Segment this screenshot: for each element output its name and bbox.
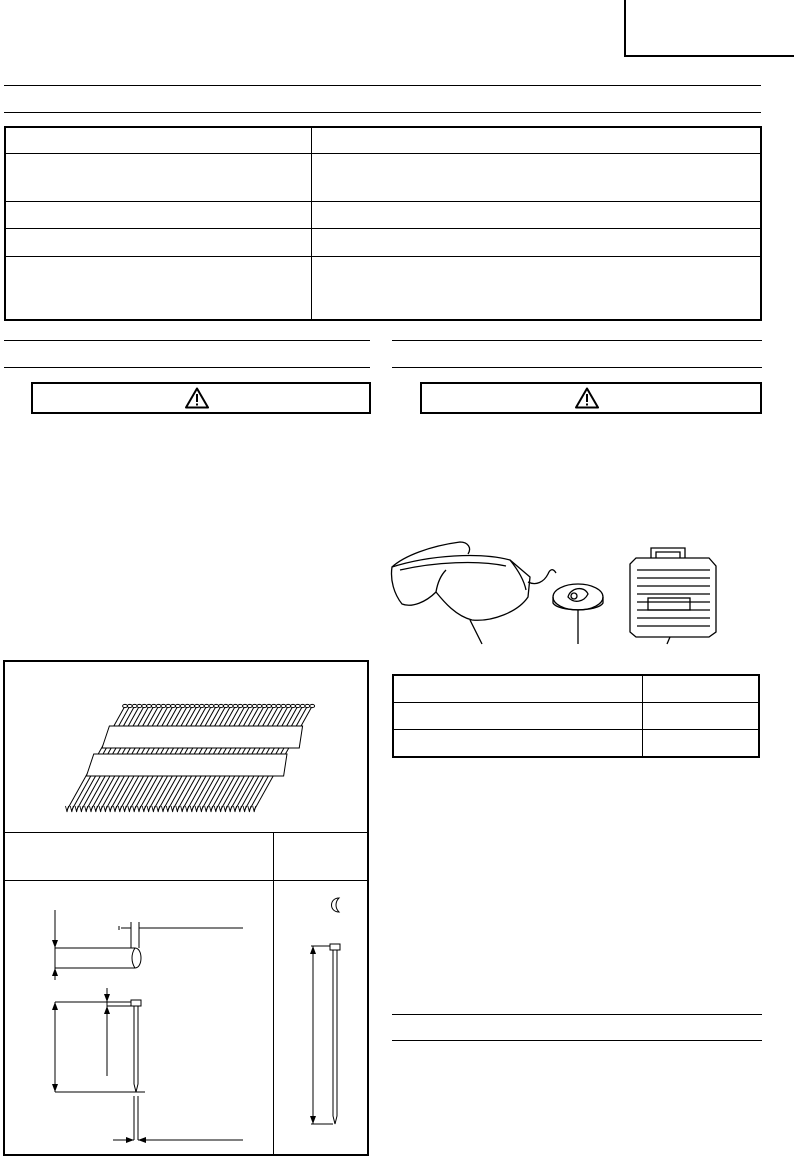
spec-table bbox=[4, 126, 762, 321]
spec-row-value bbox=[313, 233, 765, 239]
accessory-row-code bbox=[644, 706, 766, 712]
spec-row-value bbox=[313, 261, 765, 267]
spec-row-label bbox=[6, 206, 318, 212]
spec-row-value bbox=[313, 130, 765, 136]
accessory-row-name bbox=[394, 679, 646, 685]
accessory-row-name bbox=[394, 733, 646, 739]
spec-row-label bbox=[6, 158, 318, 164]
nail-table-header-right bbox=[275, 842, 377, 848]
accessories-illustration bbox=[380, 540, 780, 650]
nail-strip-illustration bbox=[55, 698, 325, 822]
nail-dimension-diagram bbox=[35, 890, 255, 1154]
accessory-row-code bbox=[644, 733, 766, 739]
right-section-rule-top bbox=[392, 340, 762, 341]
section-rule-bottom bbox=[4, 112, 761, 113]
accessory-row-code bbox=[644, 679, 766, 685]
section-rule-top bbox=[4, 85, 761, 86]
spec-row-label bbox=[6, 233, 318, 239]
carrying-case-icon bbox=[630, 548, 716, 644]
spec-table-divider bbox=[311, 128, 312, 319]
left-warning-box bbox=[31, 382, 371, 414]
spec-row-value bbox=[313, 158, 765, 164]
spec-row-value bbox=[313, 206, 765, 212]
nail-table-header-left bbox=[5, 842, 277, 848]
left-section-rule-bottom bbox=[4, 367, 370, 368]
nail-full-diagram bbox=[295, 890, 365, 1154]
left-section-rule-top bbox=[4, 340, 370, 341]
accessory-table bbox=[392, 674, 760, 758]
spec-row-label bbox=[6, 130, 318, 136]
nose-cap-icon bbox=[553, 584, 603, 644]
bottom-right-section-rule-bottom bbox=[392, 1040, 762, 1041]
language-tab bbox=[624, 0, 794, 57]
right-section-rule-bottom bbox=[392, 367, 762, 368]
bottom-right-section-rule-top bbox=[392, 1014, 762, 1015]
safety-glasses-icon bbox=[391, 542, 556, 644]
warning-triangle-icon bbox=[575, 387, 599, 409]
accessory-row-name bbox=[394, 706, 646, 712]
warning-triangle-icon bbox=[185, 387, 209, 409]
right-warning-box bbox=[420, 382, 762, 414]
spec-row-label bbox=[6, 261, 318, 267]
nail-table bbox=[3, 660, 369, 1156]
